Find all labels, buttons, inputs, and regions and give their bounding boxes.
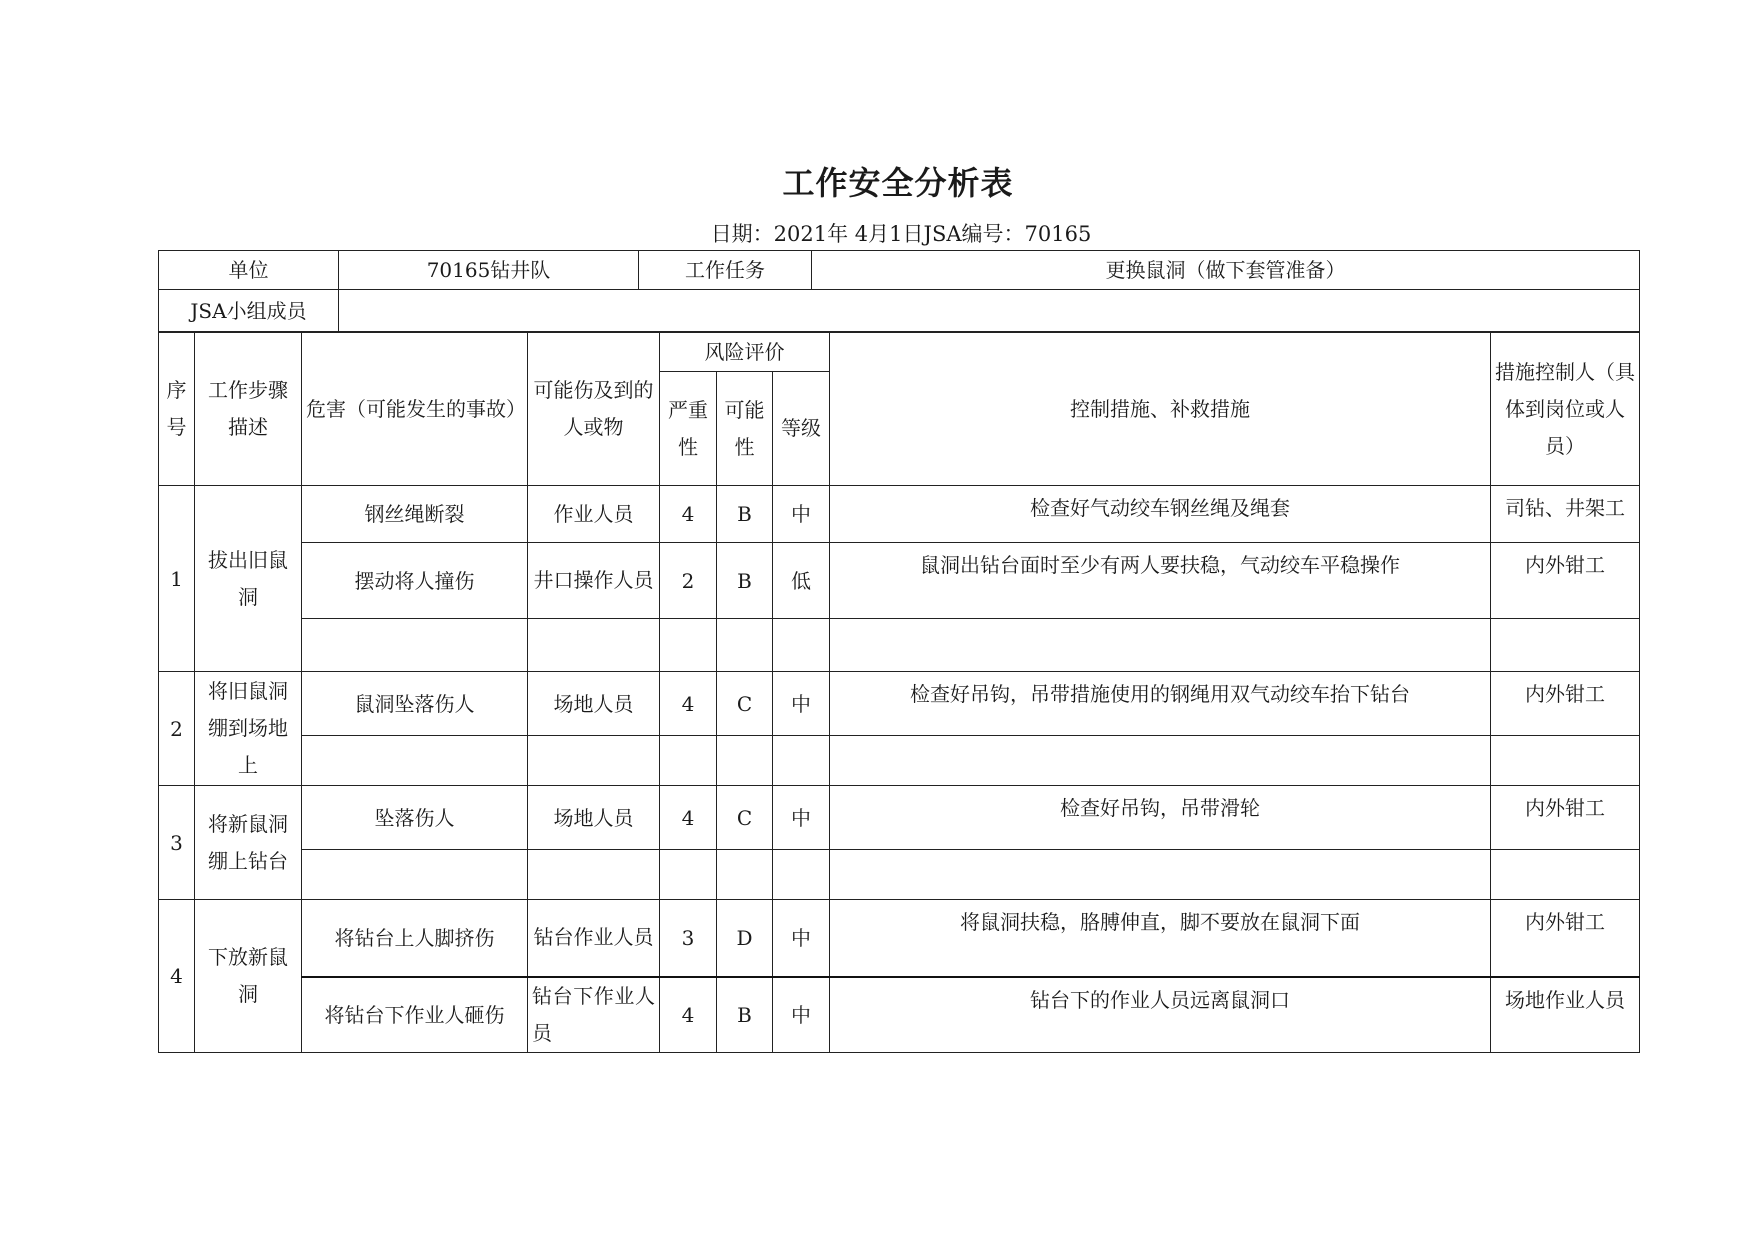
row-likelihood: B bbox=[717, 486, 773, 543]
row-hazard: 将钻台上人脚挤伤 bbox=[302, 900, 528, 977]
col-header-affected: 可能伤及到的人或物 bbox=[528, 333, 660, 486]
row-affected: 钻台下作业人员 bbox=[528, 977, 660, 1053]
row-severity: 2 bbox=[660, 543, 717, 619]
row-grade: 中 bbox=[773, 486, 830, 543]
row-likelihood: B bbox=[717, 977, 773, 1053]
header-info-table bbox=[158, 250, 1640, 332]
unit-label: 单位 bbox=[159, 251, 339, 290]
row-step: 下放新鼠洞 bbox=[195, 900, 302, 1053]
row-grade: 中 bbox=[773, 672, 830, 736]
row-hazard: 鼠洞坠落伤人 bbox=[302, 672, 528, 736]
row-hazard: 将钻台下作业人砸伤 bbox=[302, 977, 528, 1053]
row-hazard: 摆动将人撞伤 bbox=[302, 543, 528, 619]
unit-value: 70165钻井队 bbox=[339, 251, 639, 290]
col-header-severity: 严重性 bbox=[660, 372, 717, 486]
table-row bbox=[159, 900, 1640, 977]
row-severity: 4 bbox=[660, 786, 717, 850]
row-measures: 钻台下的作业人员远离鼠洞口 bbox=[830, 977, 1491, 1053]
row-hazard: 钢丝绳断裂 bbox=[302, 486, 528, 543]
row-step: 将新鼠洞绷上钻台 bbox=[195, 786, 302, 900]
row-affected: 井口操作人员 bbox=[528, 543, 660, 619]
row-seq: 2 bbox=[159, 672, 195, 786]
document-title: 工作安全分析表 bbox=[782, 164, 1014, 202]
members-label: JSA小组成员 bbox=[159, 290, 339, 332]
table-row-empty bbox=[159, 619, 1640, 672]
row-affected: 作业人员 bbox=[528, 486, 660, 543]
row-likelihood: C bbox=[717, 786, 773, 850]
row-grade: 中 bbox=[773, 977, 830, 1053]
row-likelihood: C bbox=[717, 672, 773, 736]
row-step: 拔出旧鼠洞 bbox=[195, 486, 302, 672]
row-severity: 4 bbox=[660, 486, 717, 543]
row-controller: 内外钳工 bbox=[1491, 900, 1640, 977]
row-affected: 场地人员 bbox=[528, 672, 660, 736]
col-header-step: 工作步骤描述 bbox=[195, 333, 302, 486]
jsa-analysis-table bbox=[158, 332, 1640, 1053]
col-header-controller: 措施控制人（具体到岗位或人员） bbox=[1491, 333, 1640, 486]
row-controller: 内外钳工 bbox=[1491, 543, 1640, 619]
col-header-seq: 序号 bbox=[159, 333, 195, 486]
column-header-row-1 bbox=[159, 333, 1640, 372]
row-grade: 低 bbox=[773, 543, 830, 619]
row-controller: 内外钳工 bbox=[1491, 786, 1640, 850]
row-measures: 将鼠洞扶稳，胳膊伸直，脚不要放在鼠洞下面 bbox=[830, 900, 1491, 977]
row-severity: 4 bbox=[660, 672, 717, 736]
table-row bbox=[159, 786, 1640, 850]
col-header-grade: 等级 bbox=[773, 372, 830, 486]
row-likelihood: B bbox=[717, 543, 773, 619]
row-measures: 检查好吊钩，吊带措施使用的钢绳用双气动绞车抬下钻台 bbox=[830, 672, 1491, 736]
task-label: 工作任务 bbox=[639, 251, 812, 290]
col-header-hazard: 危害（可能发生的事故） bbox=[302, 333, 528, 486]
row-controller: 内外钳工 bbox=[1491, 672, 1640, 736]
row-severity: 3 bbox=[660, 900, 717, 977]
row-step: 将旧鼠洞绷到场地上 bbox=[195, 672, 302, 786]
row-measures: 检查好气动绞车钢丝绳及绳套 bbox=[830, 486, 1491, 543]
row-grade: 中 bbox=[773, 900, 830, 977]
header-row-members bbox=[159, 290, 1640, 332]
table-row bbox=[159, 543, 1640, 619]
members-value bbox=[339, 290, 1640, 332]
row-hazard: 坠落伤人 bbox=[302, 786, 528, 850]
table-row bbox=[159, 672, 1640, 736]
row-seq: 4 bbox=[159, 900, 195, 1053]
row-severity: 4 bbox=[660, 977, 717, 1053]
table-row bbox=[159, 486, 1640, 543]
row-controller: 场地作业人员 bbox=[1491, 977, 1640, 1053]
task-value: 更换鼠洞（做下套管准备） bbox=[812, 251, 1640, 290]
col-header-likelihood: 可能性 bbox=[717, 372, 773, 486]
row-controller: 司钻、井架工 bbox=[1491, 486, 1640, 543]
row-likelihood: D bbox=[717, 900, 773, 977]
row-seq: 3 bbox=[159, 786, 195, 900]
header-row-unit bbox=[159, 251, 1640, 290]
date-and-jsa-number: 日期：2021年 4月1日JSA编号：70165 bbox=[710, 222, 1092, 246]
row-measures: 检查好吊钩，吊带滑轮 bbox=[830, 786, 1491, 850]
row-affected: 钻台作业人员 bbox=[528, 900, 660, 977]
col-header-measures: 控制措施、补救措施 bbox=[830, 333, 1491, 486]
col-header-risk-group: 风险评价 bbox=[660, 333, 830, 372]
table-row bbox=[159, 977, 1640, 1053]
row-seq: 1 bbox=[159, 486, 195, 672]
row-measures: 鼠洞出钻台面时至少有两人要扶稳，气动绞车平稳操作 bbox=[830, 543, 1491, 619]
row-grade: 中 bbox=[773, 786, 830, 850]
row-affected: 场地人员 bbox=[528, 786, 660, 850]
table-row-empty bbox=[159, 850, 1640, 900]
table-row-empty bbox=[159, 736, 1640, 786]
